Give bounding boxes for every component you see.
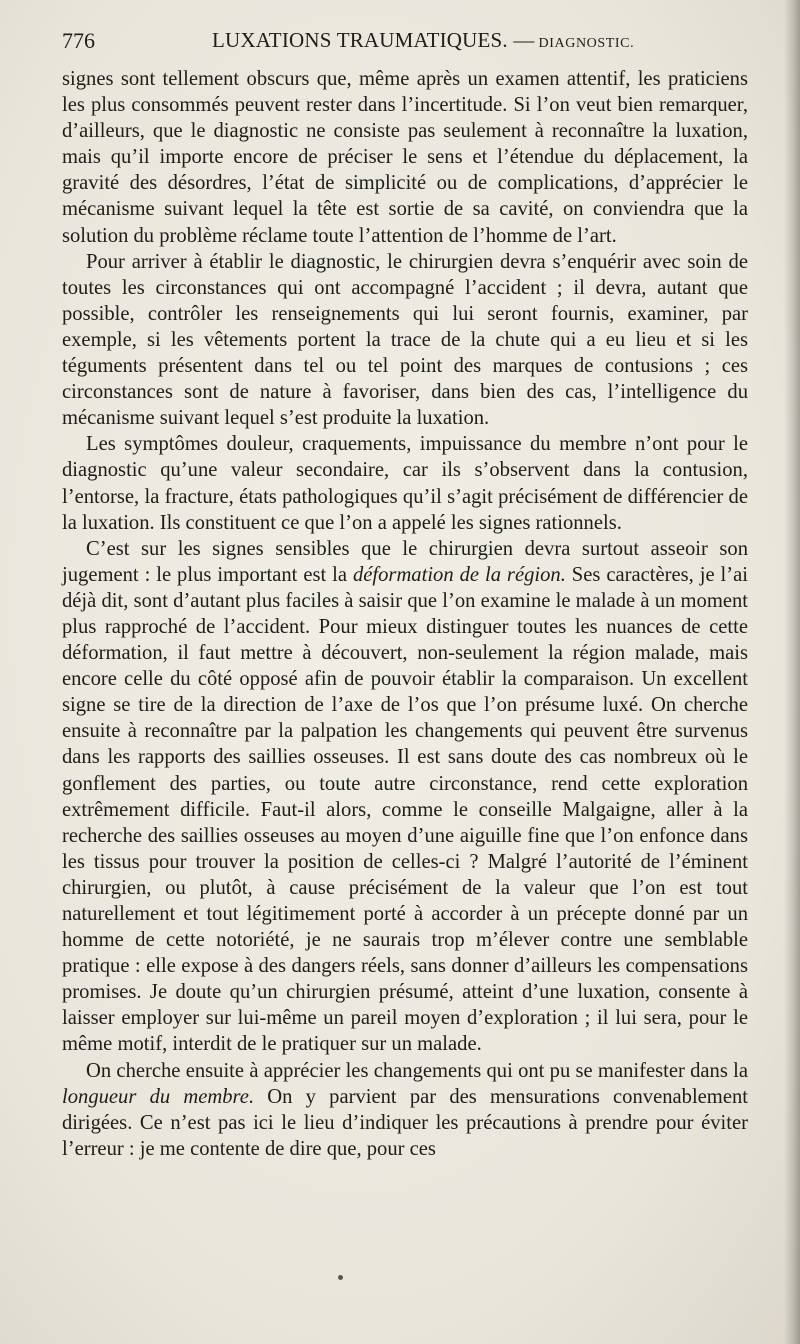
paragraph-3 xyxy=(62,431,748,535)
paragraph-5-text-end: On y parvient par des mensurations convenablement dirigées. Ce n’est pas ici le lieu d’indiquer les précautions à prendre pour éviter l’erreur : je me contente de dire que, pour ces xyxy=(62,1085,748,1160)
page-number: 776 xyxy=(62,28,95,53)
paragraph-4 xyxy=(62,536,748,1058)
ink-dot xyxy=(338,1275,343,1280)
paragraph-2-text: Pour arriver à établir le diagnostic, le chirurgien devra s’enquérir avec soin de toutes les circonstances qui ont accompagné l’accident ; il devra, autant que possible, contrôler les renseignements qui lui seront fournis, examiner, par exemple, si les vêtements portent la trace de la chute qui a eu lieu et si les téguments présentent dans tel ou tel point des marques de contusions ; ces circonstances sont de nature à favoriser, dans bien des cas, l’intelligence du mécanisme suivant lequel s’est produite la luxation. xyxy=(62,250,748,430)
paragraph-2 xyxy=(62,249,748,432)
body-text xyxy=(62,66,748,1162)
paragraph-5-emphasis: longueur du membre. xyxy=(62,1085,255,1108)
page-edge-shadow xyxy=(784,0,800,1344)
paragraph-1 xyxy=(62,66,748,249)
paragraph-4-text-end: Ses caractères, je l’ai déjà dit, sont d’autant plus faciles à saisir que l’on examine le malade à un moment plus rapproché de l’accident. Pour mieux distinguer toutes les nuances de cette déformation, il faut mettre à découvert, non-seulement la région malade, mais encore celle du côté opposé afin de pouvoir établir la comparaison. Un excellent signe se tire de la direction de l’axe de l’os que l’on présume luxé. On cherche ensuite à reconnaître par la palpation les changements qui peuvent être survenus dans les rapports des saillies osseuses. Il est sans doute des cas nombreux où le gonflement des parties, ou toute autre circonstance, rend cette exploration extrêmement difficile. Faut-il alors, comme le conseille Malgaigne, aller à la recherche des saillies osseuses au moyen d’une aiguille fine que l’on enfonce dans les tissus pour trouver la position de celles-ci ? Malgré l’autorité de l’éminent chirurgien, ou plutôt, à cause précisément de la valeur que l’on est tout naturellement et tout légitimement porté à accorder à un précepte donné par un homme de cette notoriété, je ne saurais trop m’élever contre une semblable pratique : elle expose à des dangers réels, sans donner d’ailleurs les compensations promises. Je doute qu’un chirurgien présumé, atteint d’une luxation, consente à laisser employer sur lui-même un pareil moyen d’exploration ; il lui sera, pour le même motif, interdit de le pratiquer sur un malade. xyxy=(62,563,748,1056)
section-title: DIAGNOSTIC. xyxy=(538,36,635,51)
paragraph-3-text: Les symptômes douleur, craquements, impuissance du membre n’ont pour le diagnostic qu’une valeur secondaire, car ils s’observent dans la contusion, l’entorse, la fracture, états pathologiques qu’il s’agit précisément de différencier de la luxation. Ils constituent ce que l’on a appelé les signes rationnels. xyxy=(62,433,748,534)
paragraph-5-text-start: On cherche ensuite à apprécier les changements qui ont pu se manifester dans la xyxy=(86,1059,748,1082)
running-title-text: LUXATIONS TRAUMATIQUES. — xyxy=(212,28,535,52)
running-header xyxy=(62,28,748,60)
paragraph-1-text: signes sont tellement obscurs que, même après un examen attentif, les praticiens les plus consommés peuvent rester dans l’incertitude. Si l’on veut bien remarquer, d’ailleurs, que le diagnostic ne consiste pas seulement à reconnaître la luxation, mais qu’il importe encore de préciser le sens et l’étendue du déplacement, la gravité des désordres, l’état de simplicité ou de complications, d’apprécier le mécanisme suivant lequel la tête est sortie de sa cavité, on conviendra que la solution du problème réclame toute l’attention de l’homme de l’art. xyxy=(62,68,748,247)
paragraph-5 xyxy=(62,1058,748,1162)
paragraph-4-emphasis: déformation de la région. xyxy=(352,563,566,586)
running-title xyxy=(212,28,634,53)
paragraph-4-text-start: C’est sur les signes sensibles que le chirurgien devra surtout asseoir son jugement : le plus important est la xyxy=(62,537,748,586)
